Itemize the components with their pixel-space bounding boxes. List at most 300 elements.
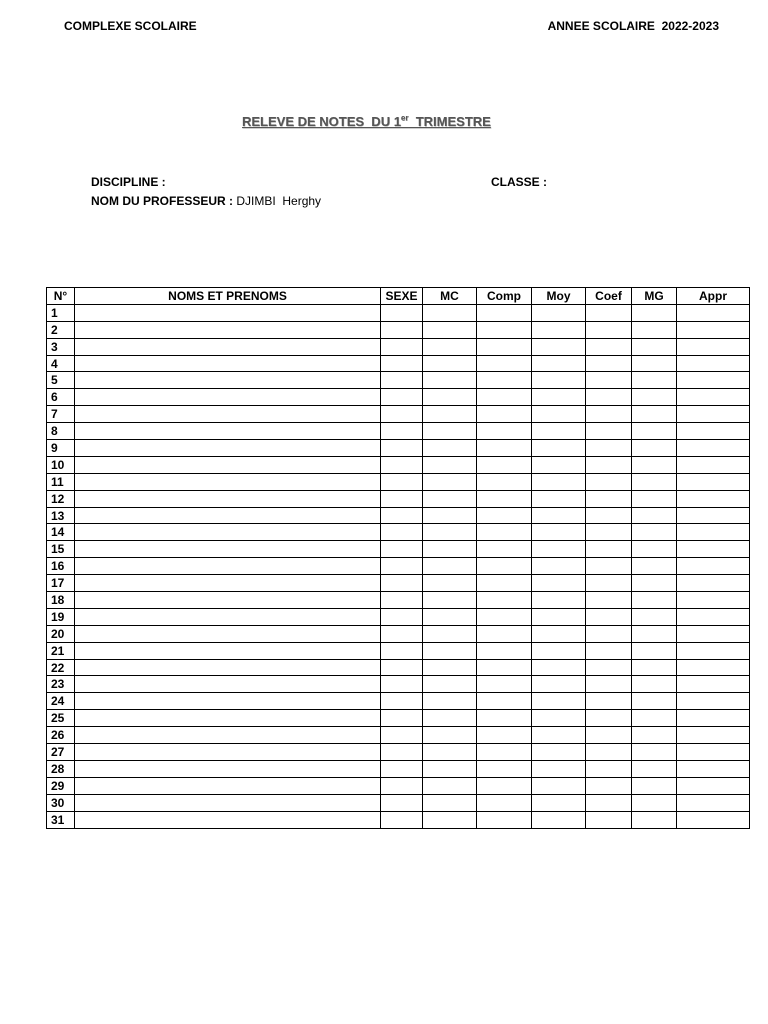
table-cell[interactable]: [75, 389, 381, 406]
table-cell[interactable]: [381, 372, 423, 389]
table-cell[interactable]: [532, 440, 586, 457]
table-cell[interactable]: [677, 727, 750, 744]
table-cell[interactable]: [586, 760, 632, 777]
table-cell[interactable]: [75, 693, 381, 710]
table-cell[interactable]: [381, 777, 423, 794]
table-cell[interactable]: [632, 372, 677, 389]
table-cell[interactable]: [632, 423, 677, 440]
table-cell[interactable]: [632, 524, 677, 541]
table-cell[interactable]: [586, 727, 632, 744]
table-cell[interactable]: [75, 524, 381, 541]
table-cell[interactable]: [677, 693, 750, 710]
table-row: [47, 524, 750, 541]
table-cell[interactable]: [532, 760, 586, 777]
table-cell[interactable]: [423, 710, 477, 727]
table-cell[interactable]: [532, 794, 586, 811]
table-cell[interactable]: [477, 490, 532, 507]
table-row: [47, 338, 750, 355]
table-cell[interactable]: [586, 490, 632, 507]
table-cell[interactable]: [423, 456, 477, 473]
table-cell[interactable]: [677, 304, 750, 321]
table-cell[interactable]: [632, 389, 677, 406]
table-cell[interactable]: [477, 423, 532, 440]
table-cell[interactable]: [75, 304, 381, 321]
row-number: 23: [47, 676, 75, 693]
table-cell[interactable]: [632, 456, 677, 473]
table-cell[interactable]: [423, 693, 477, 710]
table-cell[interactable]: [75, 473, 381, 490]
table-cell[interactable]: [586, 575, 632, 592]
table-cell[interactable]: [75, 558, 381, 575]
table-cell[interactable]: [381, 406, 423, 423]
table-cell[interactable]: [381, 355, 423, 372]
table-row: [47, 389, 750, 406]
table-cell[interactable]: [586, 507, 632, 524]
table-cell[interactable]: [632, 490, 677, 507]
table-cell[interactable]: [632, 507, 677, 524]
table-cell[interactable]: [532, 592, 586, 609]
table-row: [47, 558, 750, 575]
table-cell[interactable]: [632, 592, 677, 609]
table-cell[interactable]: [677, 406, 750, 423]
table-cell[interactable]: [477, 473, 532, 490]
table-cell[interactable]: [477, 676, 532, 693]
discipline-field: [91, 175, 166, 189]
table-cell[interactable]: [586, 710, 632, 727]
row-number: 4: [47, 355, 75, 372]
table-cell[interactable]: [381, 473, 423, 490]
table-cell[interactable]: [75, 440, 381, 457]
table-cell[interactable]: [423, 744, 477, 761]
table-cell[interactable]: [677, 389, 750, 406]
table-cell[interactable]: [381, 794, 423, 811]
table-cell[interactable]: [75, 608, 381, 625]
row-number: 5: [47, 372, 75, 389]
table-row: [47, 811, 750, 828]
table-cell[interactable]: [632, 608, 677, 625]
table-cell[interactable]: [75, 676, 381, 693]
table-cell[interactable]: [586, 693, 632, 710]
table-cell[interactable]: [632, 473, 677, 490]
table-cell[interactable]: [423, 473, 477, 490]
table-cell[interactable]: [75, 760, 381, 777]
table-cell[interactable]: [423, 490, 477, 507]
table-cell[interactable]: [477, 575, 532, 592]
table-cell[interactable]: [632, 338, 677, 355]
table-header-row: [47, 288, 750, 305]
table-cell[interactable]: [677, 608, 750, 625]
table-cell[interactable]: [632, 777, 677, 794]
table-cell[interactable]: [532, 456, 586, 473]
table-cell[interactable]: [381, 760, 423, 777]
table-cell[interactable]: [586, 389, 632, 406]
table-cell[interactable]: [632, 659, 677, 676]
table-cell[interactable]: [586, 440, 632, 457]
table-cell[interactable]: [586, 423, 632, 440]
table-cell[interactable]: [586, 304, 632, 321]
table-cell[interactable]: [532, 608, 586, 625]
table-cell[interactable]: [423, 372, 477, 389]
table-cell[interactable]: [423, 321, 477, 338]
table-cell[interactable]: [477, 456, 532, 473]
table-cell[interactable]: [477, 406, 532, 423]
table-cell[interactable]: [75, 777, 381, 794]
school-name: COMPLEXE SCOLAIRE: [64, 19, 197, 33]
table-cell[interactable]: [532, 693, 586, 710]
table-cell[interactable]: [75, 406, 381, 423]
table-cell[interactable]: [75, 592, 381, 609]
table-cell[interactable]: [677, 794, 750, 811]
table-row: [47, 625, 750, 642]
table-cell[interactable]: [381, 575, 423, 592]
table-cell[interactable]: [677, 642, 750, 659]
table-cell[interactable]: [532, 507, 586, 524]
table-cell[interactable]: [477, 389, 532, 406]
table-cell[interactable]: [677, 710, 750, 727]
row-number: 25: [47, 710, 75, 727]
table-cell[interactable]: [423, 642, 477, 659]
table-cell[interactable]: [477, 760, 532, 777]
table-cell[interactable]: [75, 541, 381, 558]
row-number: 21: [47, 642, 75, 659]
row-number: 19: [47, 608, 75, 625]
table-cell[interactable]: [632, 811, 677, 828]
row-number: 14: [47, 524, 75, 541]
table-cell[interactable]: [75, 490, 381, 507]
column-header: Moy: [532, 288, 586, 305]
professor-field: [91, 194, 321, 208]
row-number: 16: [47, 558, 75, 575]
table-cell[interactable]: [586, 473, 632, 490]
table-cell[interactable]: [423, 659, 477, 676]
table-cell[interactable]: [586, 608, 632, 625]
table-cell[interactable]: [477, 440, 532, 457]
table-cell[interactable]: [477, 524, 532, 541]
classe-field: [491, 175, 547, 189]
table-cell[interactable]: [75, 659, 381, 676]
table-cell[interactable]: [477, 693, 532, 710]
table-cell[interactable]: [532, 727, 586, 744]
title-rest: TRIMESTRE: [408, 114, 491, 129]
table-cell[interactable]: [75, 507, 381, 524]
row-number: 31: [47, 811, 75, 828]
table-cell[interactable]: [423, 524, 477, 541]
table-cell[interactable]: [381, 524, 423, 541]
table-cell[interactable]: [75, 625, 381, 642]
table-cell[interactable]: [477, 777, 532, 794]
table-row: [47, 642, 750, 659]
table-row: [47, 321, 750, 338]
table-cell[interactable]: [423, 558, 477, 575]
row-number: 18: [47, 592, 75, 609]
table-cell[interactable]: [423, 541, 477, 558]
column-header: MC: [423, 288, 477, 305]
table-cell[interactable]: [381, 389, 423, 406]
table-row: [47, 372, 750, 389]
table-cell[interactable]: [75, 642, 381, 659]
table-cell[interactable]: [532, 372, 586, 389]
table-cell[interactable]: [532, 473, 586, 490]
table-cell[interactable]: [532, 524, 586, 541]
table-cell[interactable]: [381, 321, 423, 338]
table-cell[interactable]: [423, 355, 477, 372]
table-cell[interactable]: [677, 456, 750, 473]
table-cell[interactable]: [532, 811, 586, 828]
table-cell[interactable]: [423, 440, 477, 457]
table-cell[interactable]: [677, 744, 750, 761]
table-cell[interactable]: [586, 456, 632, 473]
title-main: RELEVE DE NOTES DU 1: [242, 114, 401, 129]
table-cell[interactable]: [381, 676, 423, 693]
table-cell[interactable]: [381, 608, 423, 625]
table-cell[interactable]: [75, 811, 381, 828]
table-cell[interactable]: [532, 710, 586, 727]
table-cell[interactable]: [632, 558, 677, 575]
table-cell[interactable]: [477, 592, 532, 609]
table-cell[interactable]: [477, 811, 532, 828]
school-year: ANNEE SCOLAIRE 2022-2023: [547, 19, 719, 33]
table-cell[interactable]: [532, 575, 586, 592]
table-cell[interactable]: [75, 321, 381, 338]
table-cell[interactable]: [677, 507, 750, 524]
row-number: 17: [47, 575, 75, 592]
table-cell[interactable]: [532, 406, 586, 423]
table-cell[interactable]: [677, 440, 750, 457]
table-cell[interactable]: [477, 304, 532, 321]
table-row: [47, 794, 750, 811]
table-cell[interactable]: [677, 338, 750, 355]
table-cell[interactable]: [381, 710, 423, 727]
table-row: [47, 473, 750, 490]
table-cell[interactable]: [586, 372, 632, 389]
professor-label: NOM DU PROFESSEUR :: [91, 194, 234, 208]
table-cell[interactable]: [677, 372, 750, 389]
table-cell[interactable]: [75, 575, 381, 592]
table-cell[interactable]: [477, 355, 532, 372]
table-cell[interactable]: [586, 355, 632, 372]
column-header: Comp: [477, 288, 532, 305]
table-cell[interactable]: [677, 625, 750, 642]
table-cell[interactable]: [381, 423, 423, 440]
table-cell[interactable]: [632, 406, 677, 423]
table-cell[interactable]: [381, 304, 423, 321]
table-cell[interactable]: [677, 811, 750, 828]
row-number: 26: [47, 727, 75, 744]
table-cell[interactable]: [381, 659, 423, 676]
table-cell[interactable]: [381, 625, 423, 642]
table-cell[interactable]: [423, 676, 477, 693]
table-cell[interactable]: [477, 507, 532, 524]
table-cell[interactable]: [381, 507, 423, 524]
table-cell[interactable]: [477, 338, 532, 355]
professor-name: DJIMBI Herghy: [233, 194, 322, 208]
table-cell[interactable]: [632, 440, 677, 457]
table-cell[interactable]: [586, 777, 632, 794]
table-cell[interactable]: [423, 625, 477, 642]
table-cell[interactable]: [586, 541, 632, 558]
table-cell[interactable]: [632, 321, 677, 338]
table-cell[interactable]: [586, 524, 632, 541]
table-cell[interactable]: [532, 625, 586, 642]
table-cell[interactable]: [532, 304, 586, 321]
table-row: [47, 710, 750, 727]
table-cell[interactable]: [423, 777, 477, 794]
table-cell[interactable]: [586, 321, 632, 338]
table-cell[interactable]: [632, 625, 677, 642]
table-row: [47, 592, 750, 609]
table-cell[interactable]: [677, 558, 750, 575]
table-cell[interactable]: [632, 744, 677, 761]
table-cell[interactable]: [477, 541, 532, 558]
table-cell[interactable]: [423, 304, 477, 321]
table-cell[interactable]: [677, 592, 750, 609]
table-cell[interactable]: [677, 575, 750, 592]
table-cell[interactable]: [477, 608, 532, 625]
table-cell[interactable]: [381, 456, 423, 473]
table-cell[interactable]: [532, 642, 586, 659]
table-cell[interactable]: [381, 811, 423, 828]
table-cell[interactable]: [423, 727, 477, 744]
table-cell[interactable]: [677, 524, 750, 541]
row-number: 12: [47, 490, 75, 507]
table-cell[interactable]: [423, 592, 477, 609]
table-cell[interactable]: [632, 710, 677, 727]
table-cell[interactable]: [75, 423, 381, 440]
table-cell[interactable]: [381, 744, 423, 761]
table-cell[interactable]: [677, 321, 750, 338]
table-cell[interactable]: [381, 338, 423, 355]
table-cell[interactable]: [677, 473, 750, 490]
row-number: 30: [47, 794, 75, 811]
table-cell[interactable]: [423, 794, 477, 811]
table-cell[interactable]: [632, 727, 677, 744]
table-cell[interactable]: [677, 355, 750, 372]
table-cell[interactable]: [532, 355, 586, 372]
table-cell[interactable]: [477, 372, 532, 389]
row-number: 2: [47, 321, 75, 338]
table-cell[interactable]: [677, 659, 750, 676]
table-cell[interactable]: [532, 659, 586, 676]
table-cell[interactable]: [532, 423, 586, 440]
table-cell[interactable]: [632, 676, 677, 693]
table-cell[interactable]: [423, 338, 477, 355]
table-cell[interactable]: [423, 608, 477, 625]
table-cell[interactable]: [632, 355, 677, 372]
table-cell[interactable]: [477, 558, 532, 575]
table-cell[interactable]: [632, 693, 677, 710]
table-cell[interactable]: [532, 490, 586, 507]
table-cell[interactable]: [75, 338, 381, 355]
table-cell[interactable]: [677, 676, 750, 693]
table-cell[interactable]: [381, 592, 423, 609]
table-cell[interactable]: [381, 541, 423, 558]
table-cell[interactable]: [477, 625, 532, 642]
column-header: NOMS ET PRENOMS: [75, 288, 381, 305]
table-cell[interactable]: [586, 558, 632, 575]
table-cell[interactable]: [532, 321, 586, 338]
table-cell[interactable]: [423, 507, 477, 524]
row-number: 15: [47, 541, 75, 558]
table-cell[interactable]: [477, 710, 532, 727]
table-cell[interactable]: [586, 744, 632, 761]
table-cell[interactable]: [75, 727, 381, 744]
row-number: 11: [47, 473, 75, 490]
table-cell[interactable]: [632, 794, 677, 811]
table-cell[interactable]: [532, 777, 586, 794]
table-row: [47, 608, 750, 625]
table-cell[interactable]: [477, 642, 532, 659]
table-cell[interactable]: [477, 727, 532, 744]
table-cell[interactable]: [586, 659, 632, 676]
table-cell[interactable]: [632, 541, 677, 558]
table-cell[interactable]: [381, 558, 423, 575]
table-cell[interactable]: [381, 727, 423, 744]
table-cell[interactable]: [477, 659, 532, 676]
table-cell[interactable]: [677, 490, 750, 507]
table-body: [47, 304, 750, 828]
table-cell[interactable]: [586, 625, 632, 642]
table-cell[interactable]: [532, 338, 586, 355]
table-cell[interactable]: [677, 760, 750, 777]
table-cell[interactable]: [381, 440, 423, 457]
row-number: 22: [47, 659, 75, 676]
table-cell[interactable]: [677, 541, 750, 558]
table-cell[interactable]: [423, 423, 477, 440]
table-cell[interactable]: [381, 693, 423, 710]
table-cell[interactable]: [632, 642, 677, 659]
table-cell[interactable]: [381, 642, 423, 659]
column-header: N°: [47, 288, 75, 305]
table-cell[interactable]: [75, 744, 381, 761]
table-cell[interactable]: [381, 490, 423, 507]
table-cell[interactable]: [75, 456, 381, 473]
table-cell[interactable]: [632, 304, 677, 321]
table-row: [47, 676, 750, 693]
table-cell[interactable]: [586, 811, 632, 828]
table-cell[interactable]: [532, 744, 586, 761]
table-cell[interactable]: [632, 575, 677, 592]
table-cell[interactable]: [677, 777, 750, 794]
row-number: 29: [47, 777, 75, 794]
table-cell[interactable]: [477, 321, 532, 338]
table-cell[interactable]: [477, 744, 532, 761]
table-cell[interactable]: [423, 406, 477, 423]
table-cell[interactable]: [586, 338, 632, 355]
table-cell[interactable]: [586, 592, 632, 609]
table-cell[interactable]: [477, 794, 532, 811]
table-cell[interactable]: [586, 642, 632, 659]
table-cell[interactable]: [586, 406, 632, 423]
table-row: [47, 406, 750, 423]
table-cell[interactable]: [677, 423, 750, 440]
table-cell[interactable]: [75, 710, 381, 727]
table-row: [47, 440, 750, 457]
table-cell[interactable]: [75, 355, 381, 372]
table-cell[interactable]: [532, 541, 586, 558]
table-cell[interactable]: [423, 389, 477, 406]
table-cell[interactable]: [586, 676, 632, 693]
table-cell[interactable]: [423, 760, 477, 777]
table-cell[interactable]: [532, 389, 586, 406]
table-cell[interactable]: [532, 676, 586, 693]
table-cell[interactable]: [632, 760, 677, 777]
table-cell[interactable]: [75, 372, 381, 389]
table-cell[interactable]: [532, 558, 586, 575]
table-cell[interactable]: [423, 575, 477, 592]
table-cell[interactable]: [586, 794, 632, 811]
table-cell[interactable]: [75, 794, 381, 811]
table-cell[interactable]: [423, 811, 477, 828]
